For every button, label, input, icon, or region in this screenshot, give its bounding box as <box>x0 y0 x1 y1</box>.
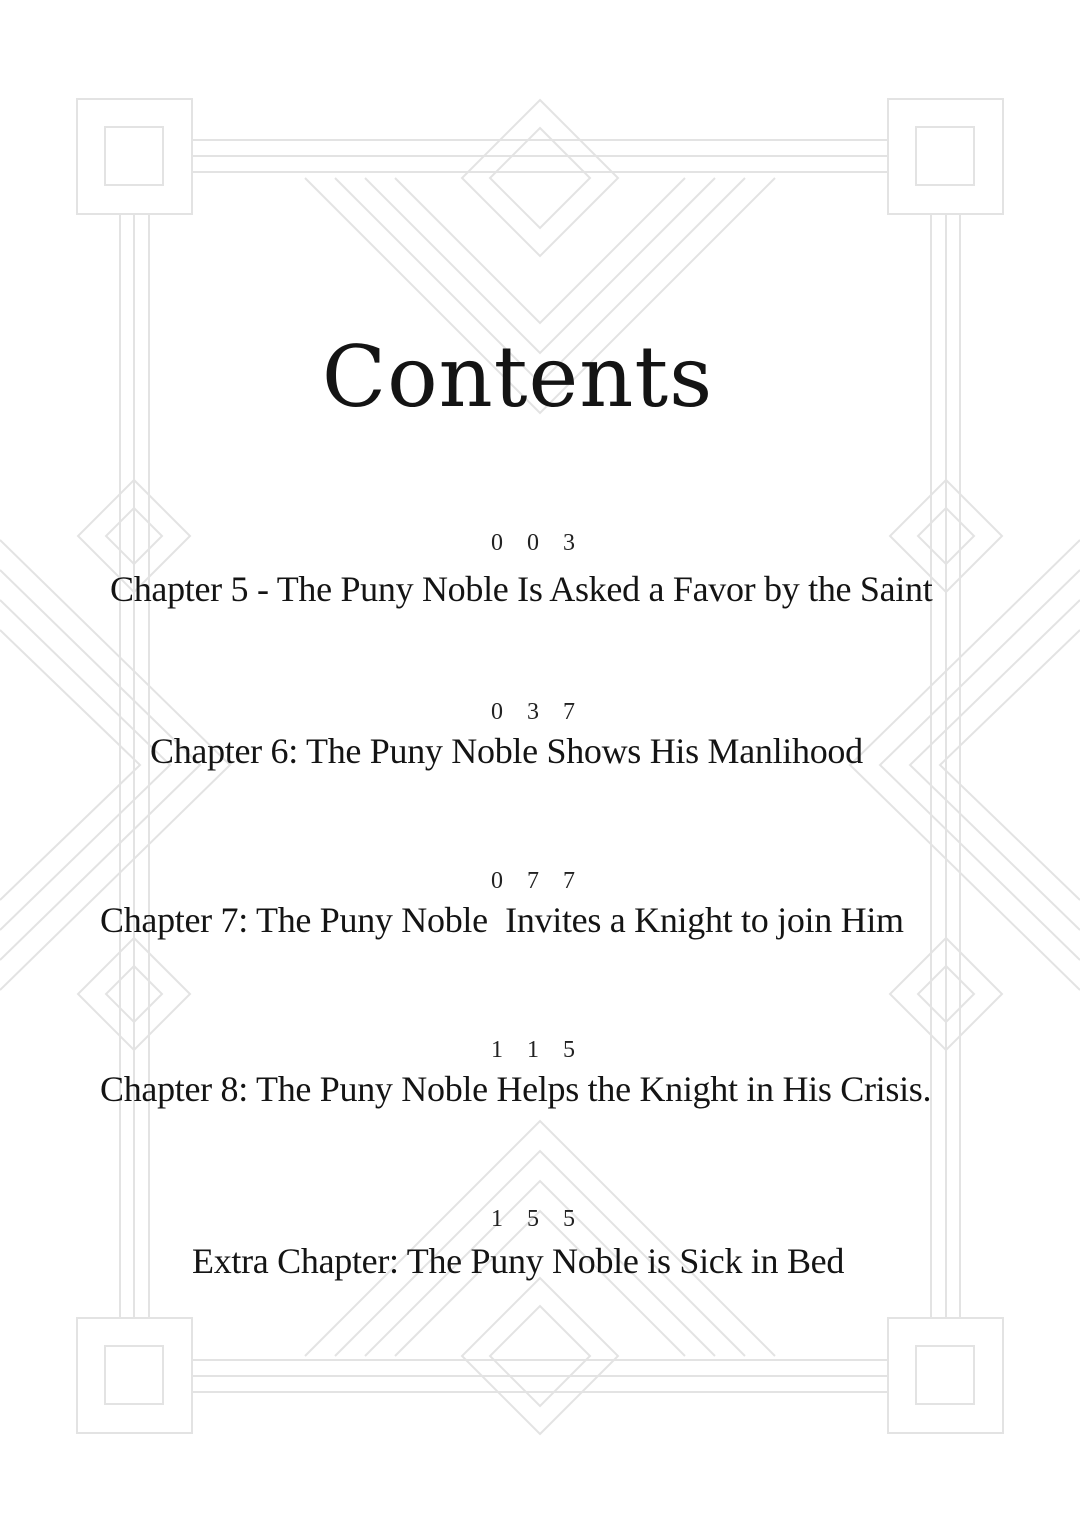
page-number-1: 0 0 3 <box>491 530 584 556</box>
page-number-4: 1 1 5 <box>491 1037 584 1063</box>
page-number-2: 0 3 7 <box>491 699 584 725</box>
top-border-lines <box>192 140 888 172</box>
page-number-5: 1 5 5 <box>491 1206 584 1232</box>
chapter-title-1: Chapter 5 - The Puny Noble Is Asked a Favor by the Saint <box>110 569 933 609</box>
corner-ornament-bottom-left <box>77 1318 192 1433</box>
page-title: Contents <box>321 328 714 426</box>
chapter-title-3: Chapter 7: The Puny Noble Invites a Knight to join Him <box>100 900 904 940</box>
chapter-title-4: Chapter 8: The Puny Noble Helps the Knight in His Crisis. <box>100 1069 932 1109</box>
chapter-title-2: Chapter 6: The Puny Noble Shows His Manlihood <box>150 731 863 771</box>
corner-ornament-top-right <box>888 99 1003 214</box>
page-number-3: 0 7 7 <box>491 868 584 894</box>
corner-ornament-top-left <box>77 99 192 214</box>
corner-ornament-bottom-right <box>888 1318 1003 1433</box>
chapter-title-5: Extra Chapter: The Puny Noble is Sick in Bed <box>192 1241 845 1281</box>
bottom-border-lines <box>192 1360 888 1392</box>
